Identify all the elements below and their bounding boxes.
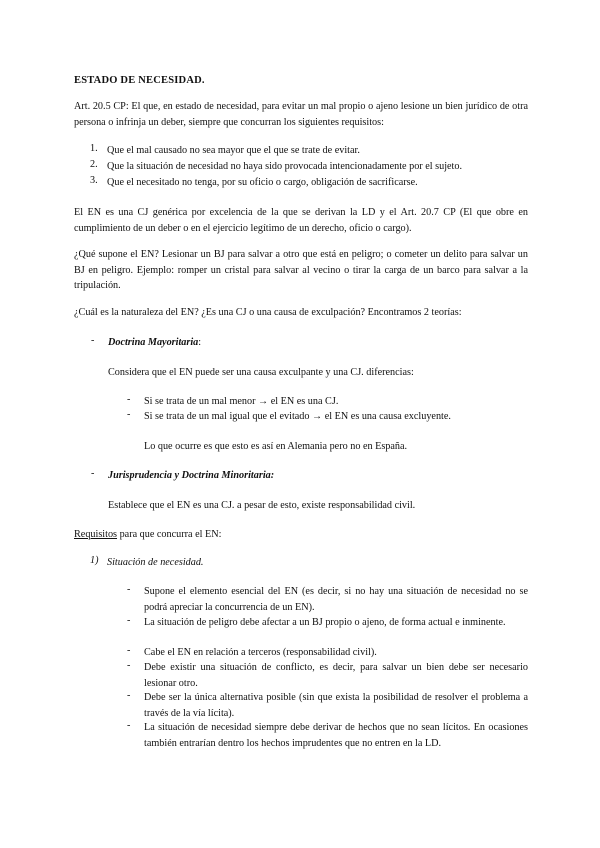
bullet-dash: - (127, 394, 131, 405)
list-item: Cabe el EN en relación a terceros (responsabilidad civil). (144, 647, 377, 658)
doctrina-mayoritaria-title: Doctrina Mayoritaria (108, 337, 199, 348)
list-item: La situación de peligro debe afectar a un BJ propio o ajeno, de forma actual e inminente. (144, 617, 506, 628)
naturaleza-paragraph: ¿Cuál es la naturaleza del EN? ¿Es una CJ o una causa de exculpación? Encontramos 2 teorías: (74, 307, 462, 318)
list-item: Debe existir una situación de conflicto, es decir, para salvar un bien debe ser necesario lesionar otro. (144, 662, 528, 689)
cj-paragraph: El EN es una CJ genérica por excelencia de la que se derivan la LD y el Art. 20.7 CP (El que obre en cumplimiento de un deber o en el ejercicio legítimo de un derecho, oficio o cargo). (74, 207, 528, 234)
doctrina-mayoritaria-heading: Doctrina Mayoritaria: (108, 337, 202, 348)
list-item: Supone el elemento esencial del EN (es decir, si no hay una situación de necesidad no se podrá apreciar la concurrencia de un EN). (144, 586, 528, 613)
bullet-dash: - (127, 720, 131, 731)
list-item: Que el necesitado no tenga, por su oficio o cargo, obligación de sacrificarse. (107, 177, 418, 188)
section-number: 1) (90, 555, 99, 566)
bullet-dash: - (127, 645, 131, 656)
intro-paragraph: Art. 20.5 CP: El que, en estado de necesidad, para evitar un mal propio o ajeno lesione un bien jurídico de otra persona o infrinja un deber, siempre que concurran los siguientes requisitos: (74, 101, 528, 128)
bullet-dash: - (127, 660, 131, 671)
requisitos-heading: Requisitos para que concurra el EN: (74, 529, 222, 540)
supone-paragraph: ¿Qué supone el EN? Lesionar un BJ para salvar a otro que está en peligro; o cometer un delito para salvar un BJ en peligro. Ejemplo: romper un cristal para salvar al vecino o tirar la carga de un barco para salvar a la tripulación. (74, 249, 528, 291)
list-item: Que la situación de necesidad no haya sido provocada intencionadamente por el sujeto. (107, 161, 463, 172)
bullet-dash: - (91, 468, 95, 479)
list-item: Debe ser la única alternativa posible (sin que exista la posibilidad de resolver el problema a través de la vía lícita). (144, 692, 528, 719)
jurisprudencia-text: Establece que el EN es una CJ. a pesar de esto, existe responsabilidad civil. (108, 500, 416, 511)
list-item-number: 2. (90, 159, 98, 170)
list-item-number: 1. (90, 143, 98, 154)
list-item-number: 3. (90, 175, 98, 186)
list-item: Si se trata de un mal menor → el EN es una CJ. (144, 396, 339, 407)
bullet-dash: - (127, 615, 131, 626)
situacion-heading: Situación de necesidad. (107, 557, 204, 568)
doctrina-mayoritaria-note: Lo que ocurre es que esto es así en Alemania pero no en España. (144, 441, 408, 452)
doctrina-mayoritaria-text: Considera que el EN puede ser una causa exculpante y una CJ. diferencias: (108, 367, 414, 378)
list-item: La situación de necesidad siempre debe derivar de hechos que no sean lícitos. En ocasiones también entrarían dentro los hechos imprudentes que no entren en la LD. (144, 722, 528, 749)
bullet-dash: - (91, 335, 95, 346)
bullet-dash: - (127, 584, 131, 595)
bullet-dash: - (127, 690, 131, 701)
list-item: Si se trata de un mal igual que el evitado → el EN es una causa excluyente. (144, 411, 451, 422)
bullet-dash: - (127, 409, 131, 420)
page-title: ESTADO DE NECESIDAD. (74, 75, 205, 86)
list-item: Que el mal causado no sea mayor que el que se trate de evitar. (107, 145, 360, 156)
jurisprudencia-heading: Jurisprudencia y Doctrina Minoritaria: (108, 470, 275, 481)
